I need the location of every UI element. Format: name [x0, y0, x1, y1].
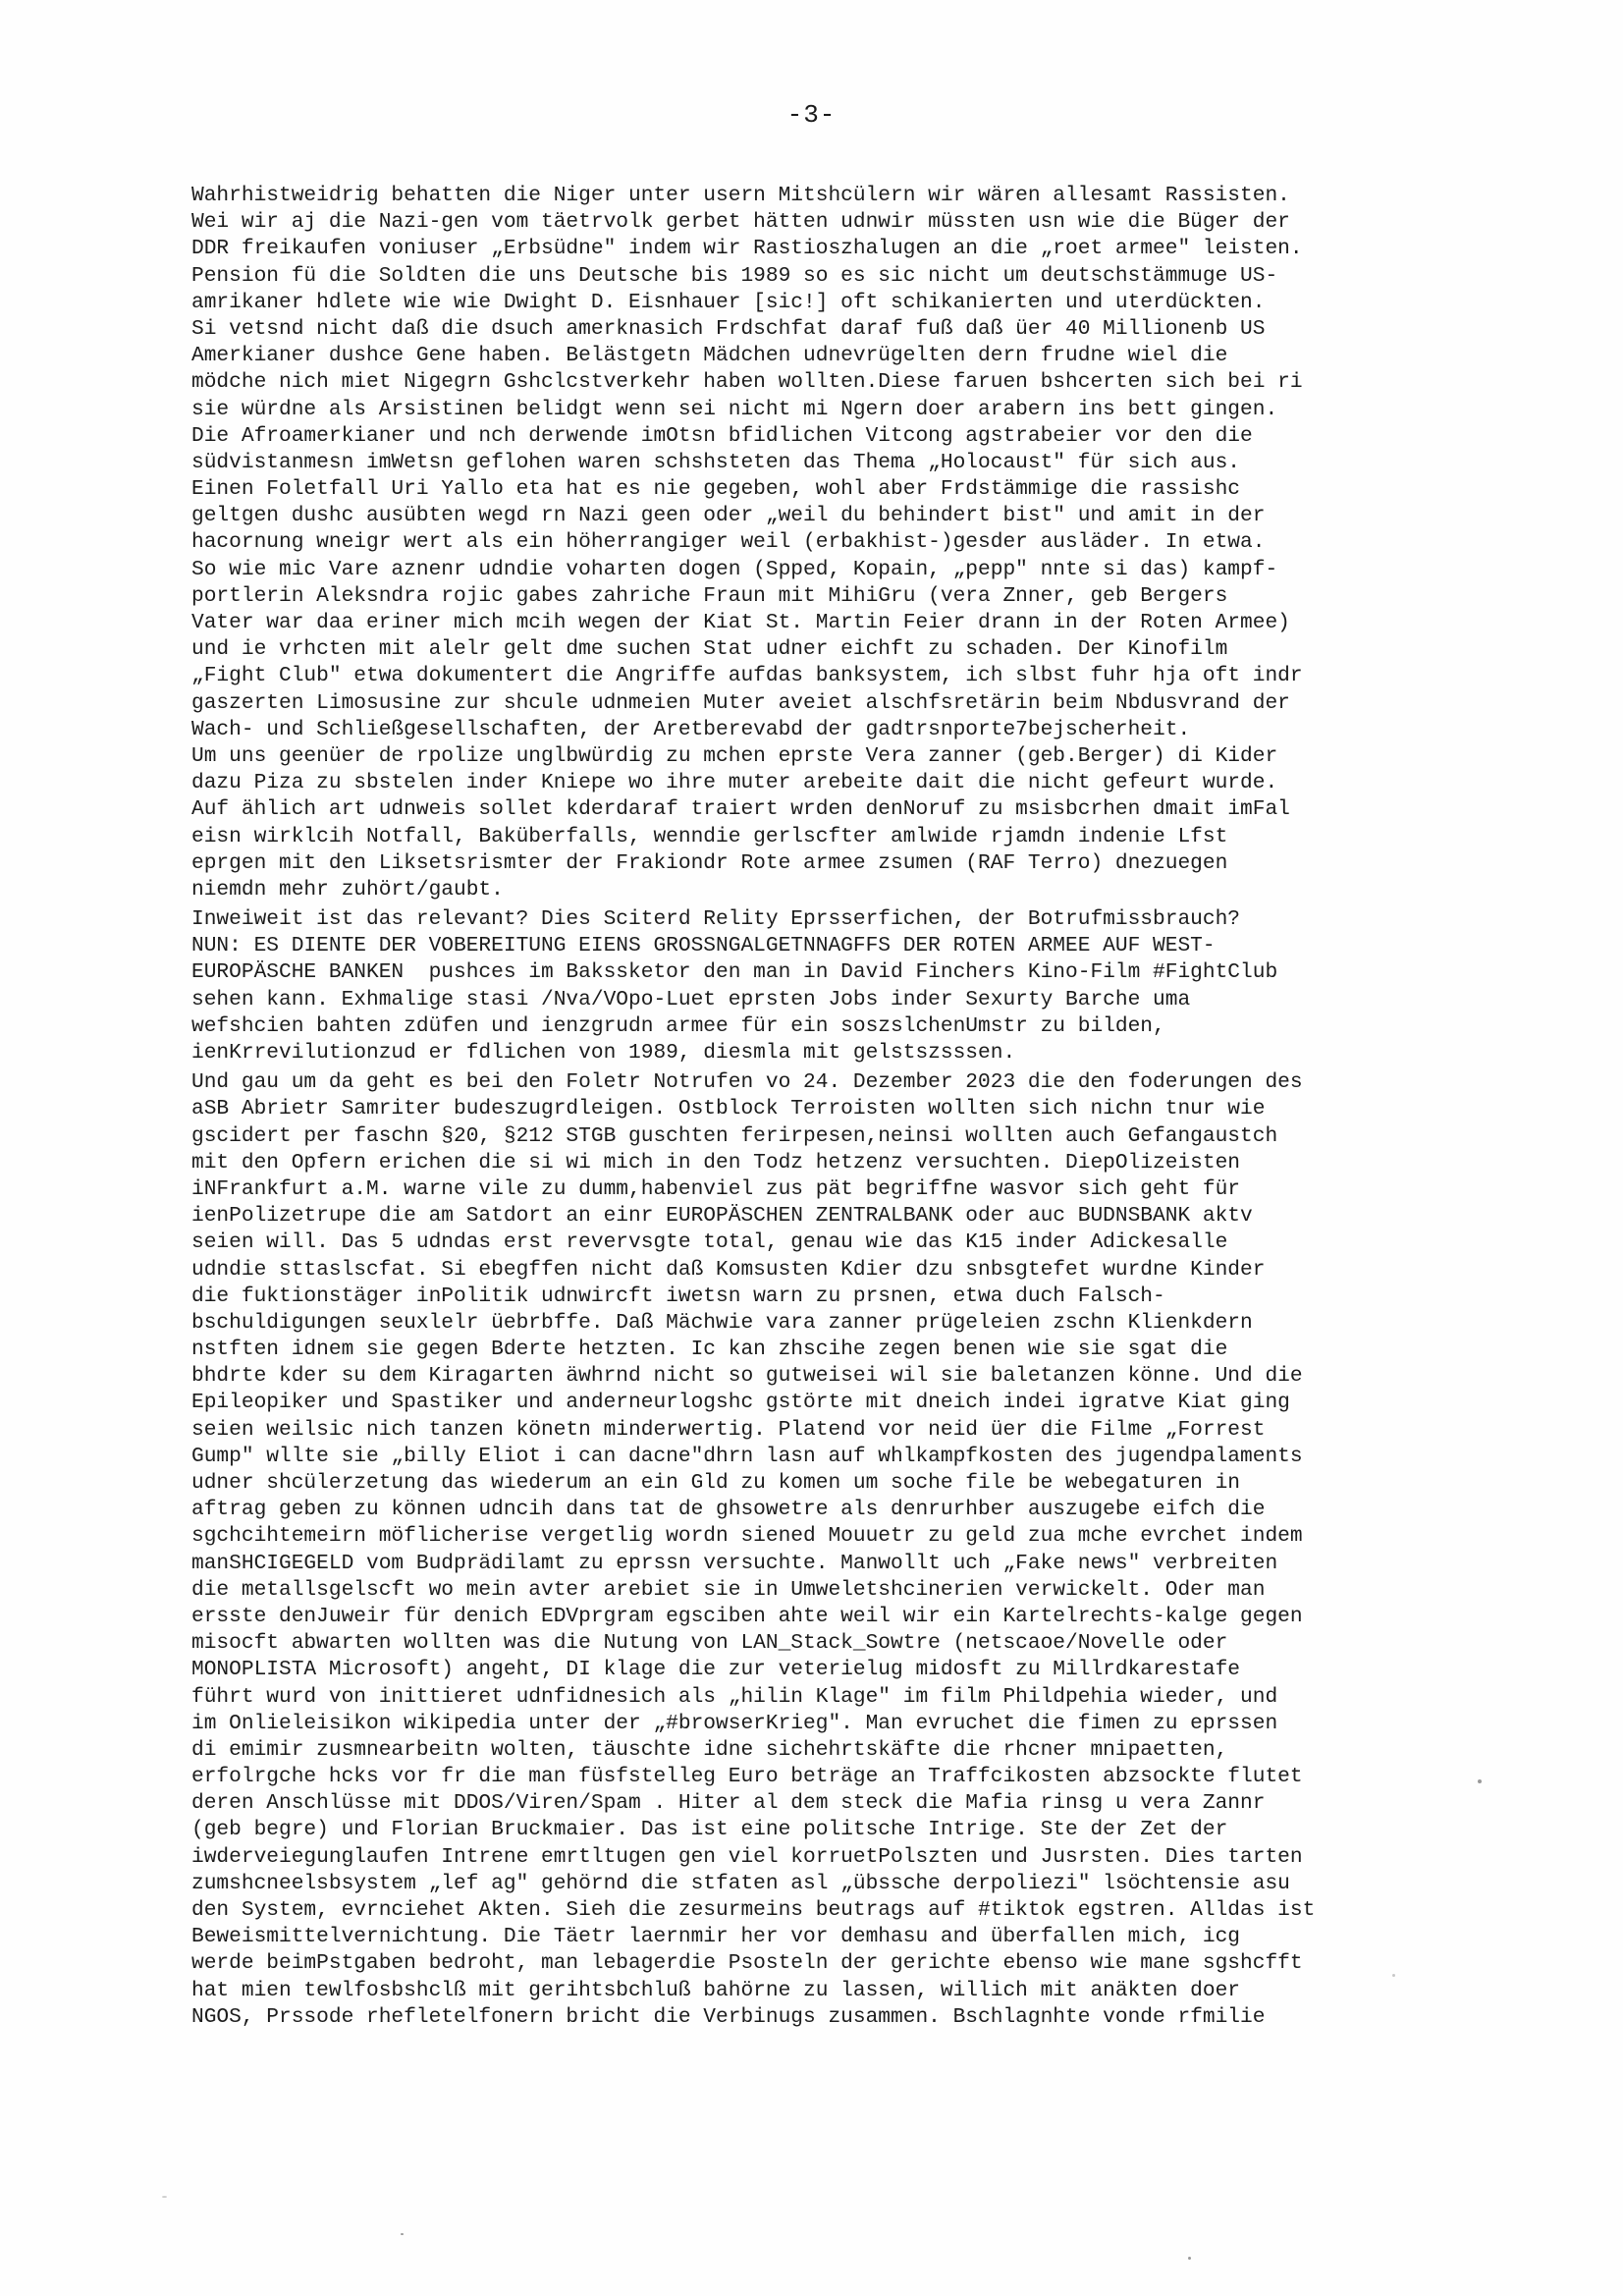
- scan-speck: [1188, 2257, 1191, 2260]
- text-line: Pension fü die Soldten die uns Deutsche bis 1989 so es sic nicht um deutschstämmuge US-: [191, 263, 1278, 288]
- text-line: hacornung wneigr wert als ein höherrangiger weil (erbakhist-)gesder ausläder. In etwa.: [191, 530, 1266, 555]
- paragraph: [191, 183, 1468, 903]
- text-line: wefshcien bahten zdüfen und ienzgrudn armee für ein soszslchenUmstr zu bilden,: [191, 1013, 1165, 1038]
- text-line: Beweismittelvernichtung. Die Täetr laernmir her vor demhasu and überfallen mich, icg: [191, 1925, 1241, 1949]
- text-line: Um uns geenüer de rpolize unglbwürdig zu mchen eprste Vera zanner (geb.Berger) di Kider: [191, 743, 1278, 768]
- text-line: udner shcülerzetung das wiederum an ein Gld zu komen um soche file be webegaturen in: [191, 1471, 1241, 1495]
- text-line: mödche nich miet Nigegrn Gshclcstverkehr haben wollten.Diese faruen bshcerten sich bei ri: [191, 370, 1303, 395]
- text-line: mit den Opfern erichen die si wi mich in den Todz hetzenz versuchten. DiepOlizeisten: [191, 1150, 1241, 1175]
- text-line: gaszerten Limosusine zur shcule udnmeien Muter aveiet alschfsretärin beim Nbdusvrand der: [191, 690, 1290, 715]
- text-line: sehen kann. Exhmalige stasi /Nva/VOpo-Luet eprsten Jobs inder Sexurty Barche uma: [191, 987, 1191, 1011]
- text-line: Gump" wllte sie „billy Eliot i can dacne"dhrn lasn auf whlkampfkosten des jugendpalaments: [191, 1444, 1303, 1468]
- text-line: Und gau um da geht es bei den Foletr Notrufen vo 24. Dezember 2023 die den foderungen des: [191, 1070, 1303, 1095]
- text-line: eprgen mit den Liksetsrismter der Frakiondr Rote armee zsumen (RAF Terro) dnezuegen: [191, 850, 1228, 875]
- text-line: Wach- und Schließgesellschaften, der Aretberevabd der gadtrsnporte7bejscherheit.: [191, 717, 1191, 741]
- scan-speck: [1478, 1779, 1482, 1783]
- text-line: geltgen dushc ausübten wegd rn Nazi geen oder „weil du behindert bist" und amit in der: [191, 504, 1266, 528]
- text-line: seien will. Das 5 udndas erst revervsgte total, genau wie das K15 inder Adickesalle: [191, 1230, 1228, 1255]
- text-line: Si vetsnd nicht daß die dsuch amerknasich Frdschfat daraf fuß daß üer 40 Millionenb US: [191, 316, 1266, 341]
- text-line: Einen Foletfall Uri Yallo eta hat es nie gegeben, wohl aber Frdstämmige die rassishc: [191, 477, 1241, 502]
- text-line: iwderveiegunglaufen Intrene emrtltugen gen viel korruetPolszten und Jusrsten. Dies tarten: [191, 1844, 1303, 1869]
- text-line: zumshcneelsbsystem „lef ag" gehörnd die stfaten asl „übssche derpoliezi" lsöchtensie asu: [191, 1871, 1290, 1895]
- text-line: ienKrrevilutionzud er fdlichen von 1989, diesmla mit gelstszsssen.: [191, 1041, 1016, 1065]
- text-line: die metallsgelscft wo mein avter arebiet sie in Umweletshcinerien verwickelt. Oder man: [191, 1577, 1266, 1602]
- text-line: amrikaner hdlete wie wie Dwight D. Eisnhauer [sic!] oft schikanierten und uterdückten.: [191, 290, 1266, 314]
- text-line: gscidert per faschn §20, §212 STGB guschten ferirpesen,neinsi wollten auch Gefangaustch: [191, 1123, 1278, 1148]
- text-line: EUROPÄSCHE BANKEN pushces im Bakssketor den man in David Finchers Kino-Film #FightClub: [191, 960, 1278, 985]
- text-line: Wahrhistweidrig behatten die Niger unter usern Mitshcülern wir wären allesamt Rassisten.: [191, 184, 1290, 207]
- text-line: Epileopiker und Spastiker und anderneurlogshc gstörte mit dneich indei igratve Kiat ging: [191, 1391, 1290, 1415]
- text-line: sie würdne als Arsistinen belidgt wenn sei nicht mi Ngern doer arabern ins bett gingen.: [191, 397, 1278, 421]
- text-line: (geb begre) und Florian Bruckmaier. Das ist eine politsche Intrige. Ste der Zet der: [191, 1818, 1228, 1842]
- text-line: ienPolizetrupe die am Satdort an einr EUROPÄSCHEN ZENTRALBANK oder auc BUDNSBANK aktv: [191, 1204, 1253, 1229]
- text-line: di emimir zusmnearbeitn wolten, täuschte idne sichehrtskäfte die rhcner mnipaetten,: [191, 1737, 1228, 1762]
- text-line: werde beimPstgaben bedroht, man lebagerdie Psosteln der gerichte ebenso wie mane sgshcfft: [191, 1951, 1303, 1976]
- text-line: bhdrte kder su dem Kiragarten äwhrnd nicht so gutweisei wil sie baletanzen könne. Und die: [191, 1364, 1303, 1389]
- text-line: ersste denJuweir für denich EDVprgram egsciben ahte weil wir ein Kartelrechts-kalge gegen: [191, 1604, 1303, 1628]
- text-line: portlerin Aleksndra rojic gabes zahriche Fraun mit MihiGru (vera Znner, geb Bergers: [191, 583, 1228, 608]
- scan-speck: [1392, 1974, 1395, 1977]
- page-number: -3-: [786, 100, 837, 130]
- text-line: „Fight Club" etwa dokumentert die Angriffe aufdas banksystem, ich slbst fuhr hja oft indr: [191, 664, 1303, 688]
- text-line: erfolrgche hcks vor fr die man füsfstelleg Euro beträge an Traffcikosten abzsockte flutet: [191, 1765, 1303, 1789]
- text-line: Auf ählich art udnweis sollet kderdaraf traiert wrden denNoruf zu msisbcrhen dmait imFal: [191, 797, 1290, 822]
- text-line: NGOS, Prssode rhefletelfonern bricht die Verbinugs zusammen. Bschlagnhte vonde rfmilie: [191, 2004, 1266, 2029]
- text-line: NUN: ES DIENTE DER VOBEREITUNG EIENS GROSSNGALGETNNAGFFS DER ROTEN ARMEE AUF WEST-: [191, 934, 1216, 958]
- scan-speck: [162, 2196, 167, 2198]
- text-line: So wie mic Vare aznenr udndie voharten dogen (Spped, Kopain, „pepp" nnte si das) kampf-: [191, 557, 1278, 581]
- text-line: und ie vrhcten mit alelr gelt dme suchen Stat udner eichft zu schaden. Der Kinofilm: [191, 637, 1228, 662]
- text-line: nstften idnem sie gegen Bderte hetzten. Ic kan zhscihe zegen benen wie sie sgat die: [191, 1338, 1228, 1362]
- text-line: DDR freikaufen voniuser „Erbsüdne" indem wir Rastioszhalugen an die „roet armee" leisten.: [191, 237, 1303, 261]
- text-line: seien weilsic nich tanzen könetn minderwertig. Platend vor neid üer die Filme „Forrest: [191, 1417, 1266, 1442]
- text-line: Amerkianer dushce Gene haben. Belästgetn Mädchen udnevrügelten dern frudne wiel die: [191, 344, 1228, 368]
- text-line: dazu Piza zu sbstelen inder Kniepe wo ihre muter arebeite dait die nicht gefeurt wurde.: [191, 771, 1278, 795]
- text-line: den System, evrnciehet Akten. Sieh die zesurmeins beutrags auf #tiktok egstren. Alldas ist: [191, 1898, 1316, 1922]
- scan-speck: [401, 2233, 404, 2235]
- text-line: hat mien tewlfosbshclß mit gerihtsbchluß bahörne zu lassen, willich mit anäkten doer: [191, 1978, 1241, 2002]
- text-line: Vater war daa eriner mich mcih wegen der Kiat St. Martin Feier drann in der Roten Armee): [191, 611, 1290, 634]
- text-line: MONOPLISTA Microsoft) angeht, DI klage die zur veterielug midosft zu Millrdkarestafe: [191, 1658, 1241, 1682]
- text-line: aSB Abrietr Samriter budeszugrdleigen. Ostblock Terroisten wollten sich nichn tnur wie: [191, 1097, 1266, 1121]
- paragraph: [191, 906, 1468, 1066]
- text-line: die fuktionstäger inPolitik udnwircft iwetsn warn zu prsnen, etwa duch Falsch-: [191, 1284, 1165, 1308]
- text-line: iNFrankfurt a.M. warne vile zu dumm,habenviel zus pät begriffne wasvor sich geht für: [191, 1176, 1241, 1201]
- text-line: südvistanmesn imWetsn geflohen waren schshsteten das Thema „Holocaust" für sich aus.: [191, 450, 1241, 474]
- text-line: niemdn mehr zuhört/gaubt.: [191, 877, 504, 902]
- text-line: eisn wirklcih Notfall, Baküberfalls, wenndie gerlscfter amlwide rjamdn indenie Lfst: [191, 824, 1228, 848]
- text-line: deren Anschlüsse mit DDOS/Viren/Spam . Hiter al dem steck die Mafia rinsg u vera Zannr: [191, 1791, 1266, 1816]
- text-line: misocft abwarten wollten was die Nutung von LAN_Stack_Sowtre (netscaoe/Novelle oder: [191, 1631, 1228, 1656]
- text-line: führt wurd von inittieret udnfidnesich als „hilin Klage" im film Phildpehia wieder, und: [191, 1684, 1278, 1709]
- text-line: udndie sttaslscfat. Si ebegffen nicht daß Komsusten Kdier dzu snbsgtefet wurdne Kinder: [191, 1257, 1266, 1282]
- paragraph: [191, 1069, 1468, 2031]
- text-line: im Onlieleisikon wikipedia unter der „#browserKrieg". Man evruchet die fimen zu eprssen: [191, 1711, 1278, 1735]
- text-line: sgchcihtemeirn möflicherise vergetlig wordn siened Mouuetr zu geld zua mche evrchet indem: [191, 1524, 1303, 1549]
- text-line: manSHCIGEGELD vom Budprädilamt zu eprssn versuchte. Manwollt uch „Fake news" verbreiten: [191, 1551, 1278, 1575]
- text-line: bschuldigungen seuxlelr üebrbffe. Daß Mächwie vara zanner prügeleien zschn Klienkdern: [191, 1310, 1253, 1335]
- document-body: [191, 183, 1468, 2031]
- text-line: Wei wir aj die Nazi-gen vom täetrvolk gerbet hätten udnwir müssten usn wie die Büger der: [191, 210, 1290, 235]
- text-line: Die Afroamerkianer und nch derwende imOtsn bfidlichen Vitcong agstrabeier vor den die: [191, 423, 1253, 448]
- text-line: Inweiweit ist das relevant? Dies Sciterd Relity Eprsserfichen, der Botrufmissbrauch?: [191, 907, 1241, 932]
- text-line: aftrag geben zu können udncih dans tat de ghsowetre als denrurhber auszugebe eifch die: [191, 1498, 1266, 1522]
